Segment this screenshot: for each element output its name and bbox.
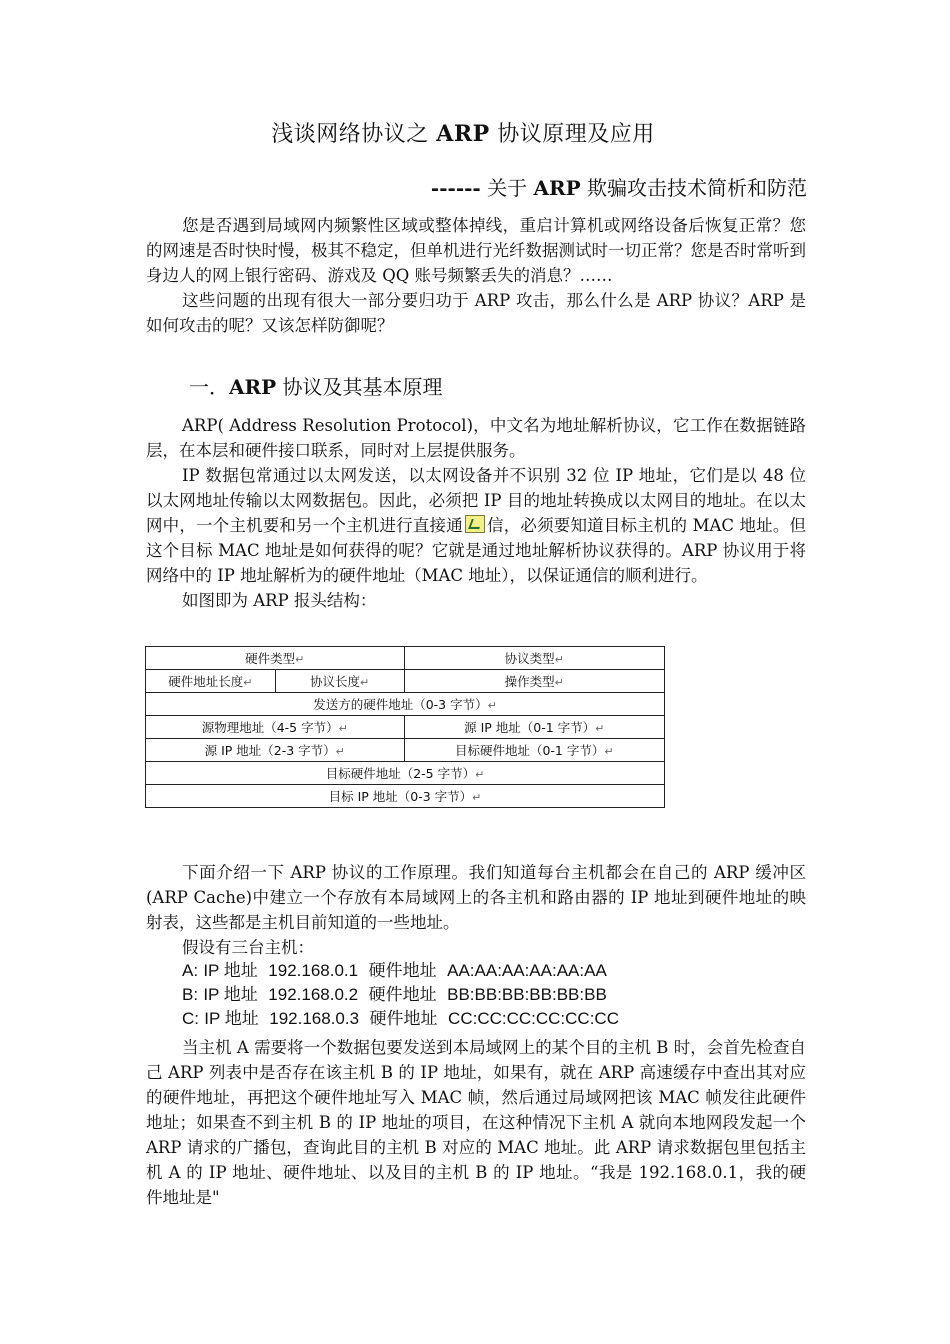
section1-lookup [146,1035,806,1210]
intro-paragraph-2: 这些问题的出现有很大一部分要归功于 ARP 攻击，那么什么是 ARP 协议？ARP 是如何攻击的呢？又该怎样防御呢？ [146,291,806,335]
table-cell: 源 IP 地址（2-3 字节）↵ [146,739,405,762]
ip-packet-paragraph: IP 数据包常通过以太网发送，以太网设备并不识别 32 位 IP 地址，它们是以 48 位以太网地址传输以太网数据包。因此，必须把 IP 目的地址转换成以太网目的地址。在以太网中，一个主机要和另一个主机进行直接通 信，必须要知道目标主机的 MAC 地址。但这个目标 MAC 地址是如何获得的呢？它就是通过地址解析协议获得的。ARP 协议用于将网络中的 IP 地址解析为的硬件地址（MAC 地址），以保证通信的顺利进行。 [146,466,806,585]
list-item: B: IP 地址 192.168.0.2 硬件地址 BB:BB:BB:BB:BB:BB [182,985,607,1004]
table-row [146,762,665,785]
figure-caption: 如图即为 ARP 报头结构： [182,591,377,610]
page-title: 浅谈网络协议之 ARP 协议原理及应用 [271,121,655,147]
table-row [146,647,665,670]
table-cell: 目标硬件地址（0-1 字节）↵ [404,739,665,762]
table-row [146,670,665,693]
table-row [146,785,665,808]
list-item: C: IP 地址 192.168.0.3 硬件地址 CC:CC:CC:CC:CC:CC [182,1009,619,1028]
list-item: A: IP 地址 192.168.0.1 硬件地址 AA:AA:AA:AA:AA:AA [182,961,607,980]
table-row [146,716,665,739]
table-cell: 协议长度↵ [275,670,404,693]
comment-note-icon[interactable] [465,515,485,533]
hosts-intro: 假设有三台主机： [182,938,314,957]
section1-body [146,413,806,613]
table-cell: 协议类型↵ [404,647,665,670]
intro-paragraph-1: 您是否遇到局域网内频繁性区域或整体掉线，重启计算机或网络设备后恢复正常？您的网速是否时快时慢，极其不稳定，但单机进行光纤数据测试时一切正常？您是否时常听到身边人的网上银行密码、游戏及 QQ 账号频繁丢失的消息？…… [146,216,806,285]
table-cell: 硬件类型↵ [146,647,405,670]
table-cell: 发送方的硬件地址（0-3 字节）↵ [146,693,665,716]
table-cell: 硬件地址长度↵ [146,670,276,693]
host-list [182,959,619,1031]
intro-section [146,213,806,338]
arp-definition-paragraph: ARP( Address Resolution Protocol)，中文名为地址解析协议，它工作在数据链路层，在本层和硬件接口联系，同时对上层提供服务。 [146,416,806,460]
page-subtitle: ------ 关于 ARP 欺骗攻击技术简析和防范 [430,176,807,200]
lookup-paragraph: 当主机 A 需要将一个数据包要发送到本局域网上的某个目的主机 B 时，会首先检查自己 ARP 列表中是否存在该主机 B 的 IP 地址，如果有，就在 ARP 高速缓存中查出其对应的硬件地址，再把这个硬件地址写入 MAC 帧，然后通过局域网把该 MAC 帧发往此硬件地址；如果查不到主机 B 的 IP 地址的项目，在这种情况下主机 A 就向本地网段发起一个 ARP 请求的广播包，查询此目的主机 B 对应的 MAC 地址。此 ARP 请求数据包里包括主机 A 的 IP 地址、硬件地址、以及目的主机 B 的 IP 地址。“我是 192.168.0.1，我的硬件地址是" [146,1038,806,1207]
table-cell: 目标硬件地址（2-5 字节）↵ [146,762,665,785]
table-cell: 源物理地址（4-5 字节）↵ [146,716,405,739]
table-row [146,739,665,762]
section-heading-1: 一．ARP 协议及其基本原理 [189,375,443,399]
table-cell: 操作类型↵ [404,670,665,693]
section1-principle [146,860,806,960]
arp-header-table [145,646,665,808]
table-cell: 目标 IP 地址（0-3 字节）↵ [146,785,665,808]
table-cell: 源 IP 地址（0-1 字节）↵ [404,716,665,739]
principle-paragraph: 下面介绍一下 ARP 协议的工作原理。我们知道每台主机都会在自己的 ARP 缓冲区 (ARP Cache)中建立一个存放有本局域网上的各主机和路由器的 IP 地址到硬件地址的映射表，这些都是主机目前知道的一些地址。 [146,863,806,932]
table-row [146,693,665,716]
